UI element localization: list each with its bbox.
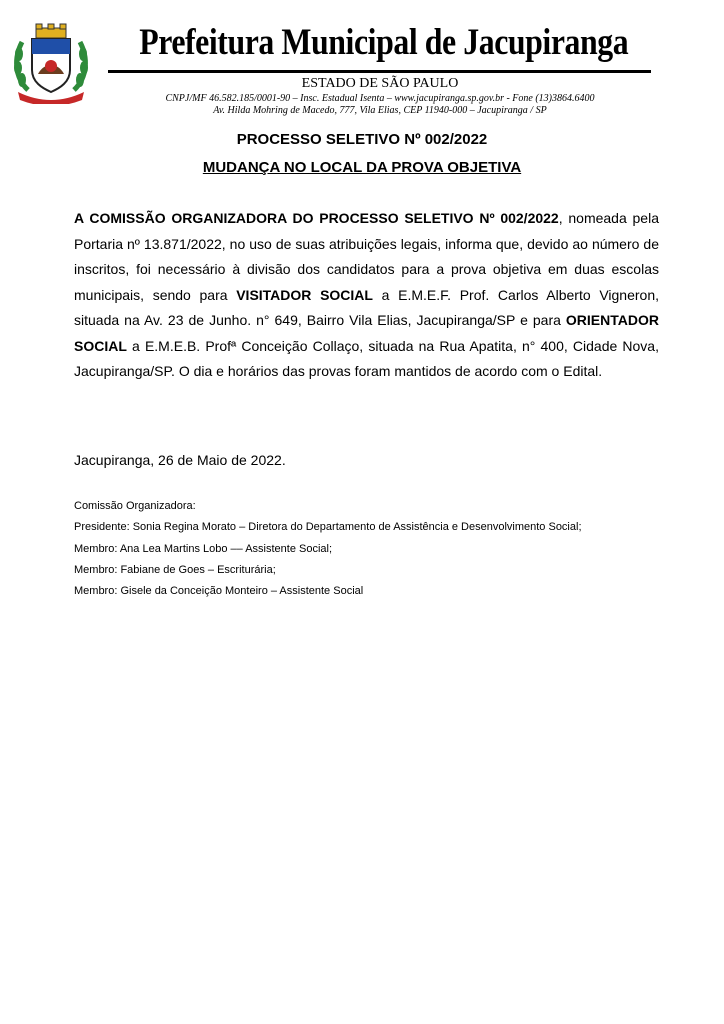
header-divider [108, 70, 651, 73]
committee-member: Membro: Gisele da Conceição Monteiro – Assistente Social [74, 585, 364, 598]
role-orientador: ORIENTADOR SOCIAL [74, 312, 659, 354]
document-subtitle: MUDANÇA NO LOCAL DA PROVA OBJETIVA [202, 159, 522, 176]
committee-member: Presidente: Sonia Regina Morato – Diretora do Departamento de Assistência e Desenvolvimento Social; [74, 521, 582, 534]
role-visitador: VISITADOR SOCIAL [236, 286, 373, 303]
committee-member: Membro: Fabiane de Goes – Escriturária; [74, 563, 276, 576]
committee-member: Membro: Ana Lea Martins Lobo –– Assistente Social; [74, 542, 333, 555]
municipal-coat-of-arms-icon [12, 22, 90, 104]
paragraph-text: a E.M.E.F. Prof. Carlos Alberto Vigneron, situada na Av. 23 de Junho. n° 649, Bairro Vila Elias, Jacupiranga/SP e para [74, 286, 659, 328]
paragraph-text: a E.M.E.B. Profª Conceição Collaço, situada na Rua Apatita, n° 400, Cidade Nova, Jacupiranga/SP. O dia e horários das provas foram mantidos de acordo com o Edital. [74, 337, 659, 379]
paragraph-text: , nomeada pela Portaria nº 13.871/2022, no uso de suas atribuições legais, informa que, devido ao número de inscritos, foi necessário à divisão dos candidatos para a prova objetiva em duas escolas municipais, sendo para [74, 210, 659, 303]
municipality-name: Prefeitura Municipal de Jacupiranga [139, 22, 629, 63]
notice-paragraph [74, 206, 659, 385]
date-line: Jacupiranga, 26 de Maio de 2022. [74, 452, 286, 468]
committee-heading: Comissão Organizadora: [74, 500, 196, 512]
committee-name: A COMISSÃO ORGANIZADORA DO PROCESSO SELETIVO Nº 002/2022 [74, 210, 559, 226]
committee-list [74, 496, 674, 602]
state-name: ESTADO DE SÃO PAULO [301, 76, 459, 91]
contact-line: CNPJ/MF 46.582.185/0001-90 – Insc. Estadual Isenta – www.jacupiranga.sp.gov.br - Fone (13)3864.6400 [165, 93, 595, 104]
letterhead [0, 0, 724, 125]
address-line: Av. Hilda Mohring de Macedo, 777, Vila Elias, CEP 11940-000 – Jacupiranga / SP [213, 105, 547, 116]
document-title: PROCESSO SELETIVO Nº 002/2022 [236, 131, 488, 148]
